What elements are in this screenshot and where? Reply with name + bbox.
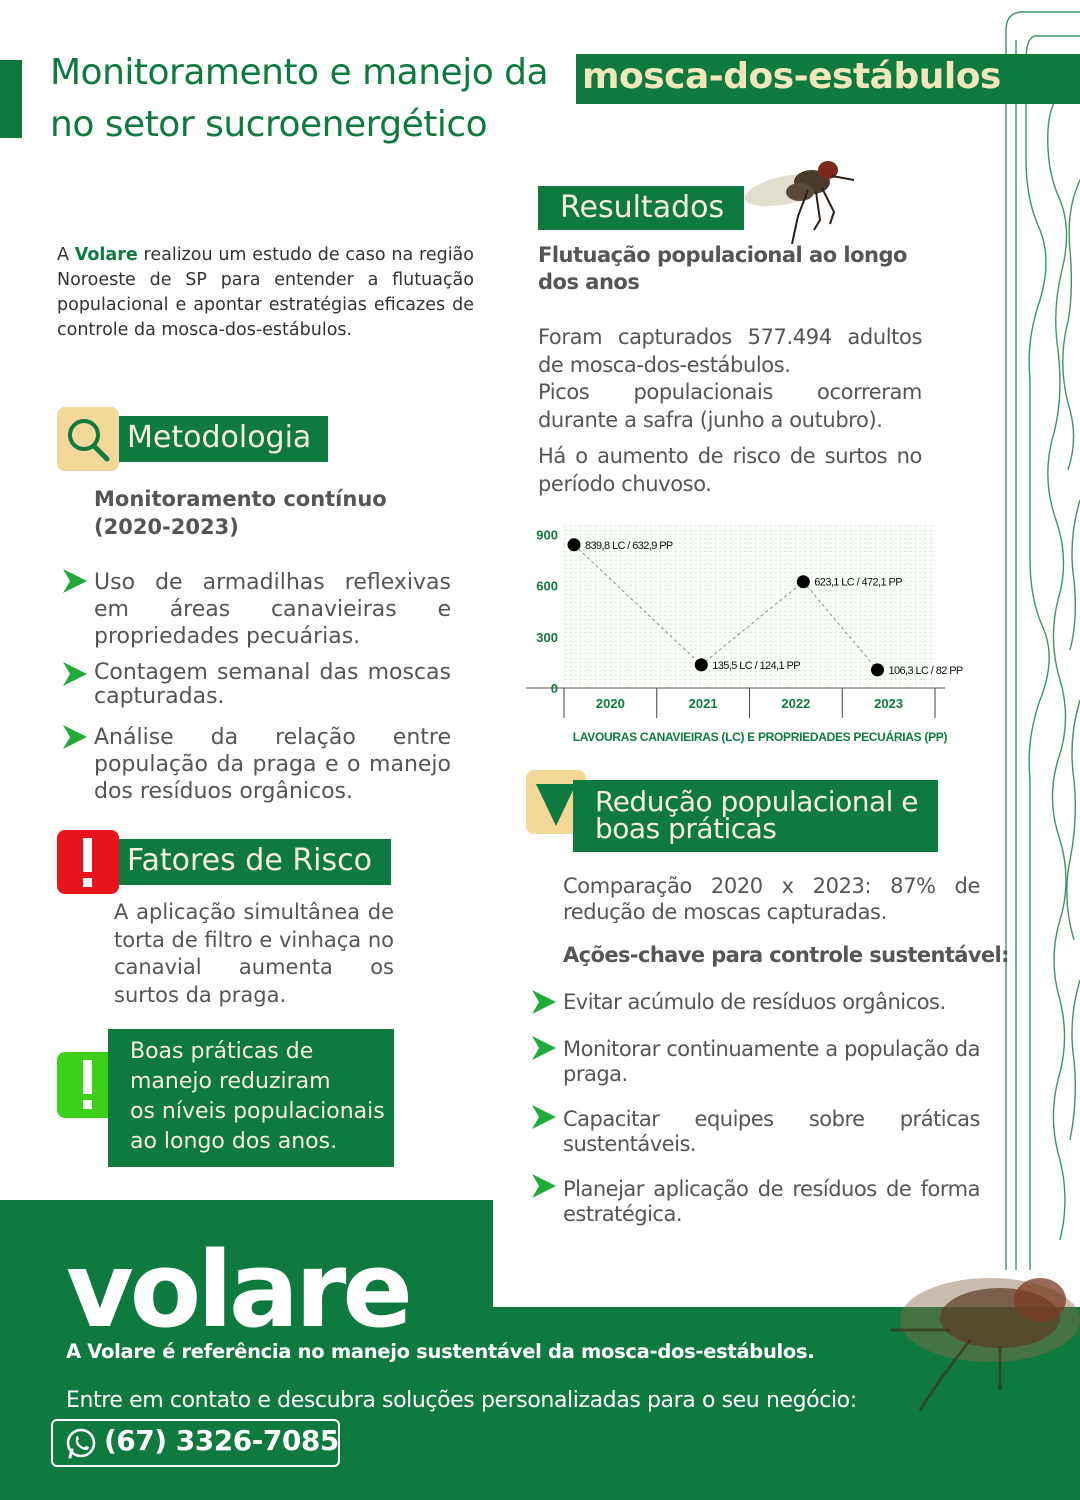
risco-text: A aplicação simultânea de torta de filtro e vinhaça no canavial aumenta os surtos da praga. [114, 900, 395, 1007]
resultados-body [538, 324, 922, 498]
page-title-highlight: mosca-dos-estábulos [582, 56, 1001, 97]
chart-data-label: 839,8 LC / 632,9 PP [585, 539, 673, 552]
footer-contact: Entre em contato e descubra soluções personalizadas para o seu negócio: [66, 1388, 857, 1413]
fly-blur-image [850, 1260, 1080, 1420]
acao-bullet-1: Evitar acúmulo de resíduos orgânicos. [563, 990, 946, 1014]
resultados-p3: Há o aumento de risco de surtos no período chuvoso. [538, 444, 922, 496]
search-icon [57, 407, 119, 471]
chart-x-tick-label: 2021 [688, 696, 718, 711]
chart-x-tick-label: 2022 [781, 696, 811, 711]
chart-y-tick-label: 600 [536, 578, 558, 594]
chart-y-tick-label: 0 [550, 681, 558, 696]
reducao-label-box [573, 780, 938, 852]
fly-image [738, 150, 858, 250]
intro-paragraph [57, 243, 474, 343]
chart-point [568, 538, 581, 551]
population-chart [520, 518, 990, 748]
page-title-line2: no setor sucroenergético [50, 104, 488, 145]
resultados-p2: Picos populacionais ocorreram durante a safra (junho a outubro). [538, 380, 922, 432]
whatsapp-icon [64, 1427, 98, 1461]
phone-number[interactable]: (67) 3326-7085 [104, 1424, 339, 1457]
metodologia-bullet-3: Análise da relação entre população da praga e o manejo dos resíduos orgânicos. [94, 725, 451, 804]
metodologia-bullet-2: Contagem semanal das moscas capturadas. [94, 660, 451, 709]
exclamation-icon [57, 830, 119, 894]
chart-point [871, 663, 884, 676]
chart-x-tick-label: 2023 [874, 696, 904, 711]
acao-bullet-2: Monitorar continuamente a população da praga. [563, 1037, 980, 1086]
metodologia-bullet-1: Uso de armadilhas reflexivas em áreas canavieiras e propriedades pecuárias. [94, 570, 451, 649]
topographic-pattern [1000, 0, 1080, 1280]
page-title-part1: Monitoramento e manejo da [50, 52, 549, 93]
arrow-right-icon [61, 660, 89, 688]
metodologia-badge [57, 407, 119, 471]
resultados-p1: Foram capturados 577.494 adultos de mosca-dos-estábulos. [538, 325, 922, 377]
risco-label: Fatores de Risco [119, 839, 391, 885]
footer-reference: A Volare é referência no manejo sustentável da mosca-dos-estábulos. [66, 1340, 815, 1363]
chart-data-label: 106,3 LC / 82 PP [888, 664, 963, 677]
chart-y-tick-label: 900 [536, 527, 558, 543]
chart-y-tick-label: 300 [536, 629, 558, 645]
intro-text: realizou um estudo de caso na região Noroeste de SP para entender a flutuação populacional e apontar estratégias eficazes de controle da mosca-dos-estábulos. [57, 245, 474, 340]
metodologia-label: Metodologia [119, 416, 328, 462]
acoes-title: Ações-chave para controle sustentável: [563, 943, 1009, 967]
arrow-right-icon [530, 1172, 558, 1200]
chart-x-axis-label: LAVOURAS CANAVIEIRAS (LC) E PROPRIEDADES PECUÁRIAS (PP) [572, 730, 948, 744]
arrow-right-icon [61, 567, 89, 595]
arrow-right-icon [61, 723, 89, 751]
metodologia-subtitle: Monitoramento contínuo (2020-2023) [94, 487, 387, 539]
arrow-right-icon [530, 1103, 558, 1131]
chart-data-label: 135,5 LC / 124,1 PP [712, 659, 800, 672]
acao-bullet-3: Capacitar equipes sobre práticas sustentáveis. [563, 1107, 980, 1156]
risco-badge [57, 830, 119, 894]
resultados-label: Resultados [538, 186, 744, 230]
chart-point [695, 658, 708, 671]
chart-data-label: 623,1 LC / 472,1 PP [814, 576, 902, 589]
reducao-label: Redução populacional e boas práticas [595, 785, 919, 845]
arrow-right-icon [530, 988, 558, 1016]
intro-prefix: A [57, 245, 69, 265]
header-accent-bar [0, 60, 22, 138]
acao-bullet-4: Planejar aplicação de resíduos de forma estratégica. [563, 1177, 980, 1226]
boas-text: Boas práticas de manejo reduziram os níveis populacionais ao longo dos anos. [130, 1039, 385, 1154]
intro-brand: Volare [74, 245, 138, 265]
reducao-comparacao: Comparação 2020 x 2023: 87% de redução de moscas capturadas. [563, 874, 980, 924]
resultados-subtitle: Flutuação populacional ao longo dos anos [538, 243, 907, 294]
chart-x-tick-label: 2020 [595, 696, 625, 711]
volare-logo: volare [66, 1229, 409, 1351]
chart-point [797, 575, 810, 588]
arrow-right-icon [530, 1034, 558, 1062]
